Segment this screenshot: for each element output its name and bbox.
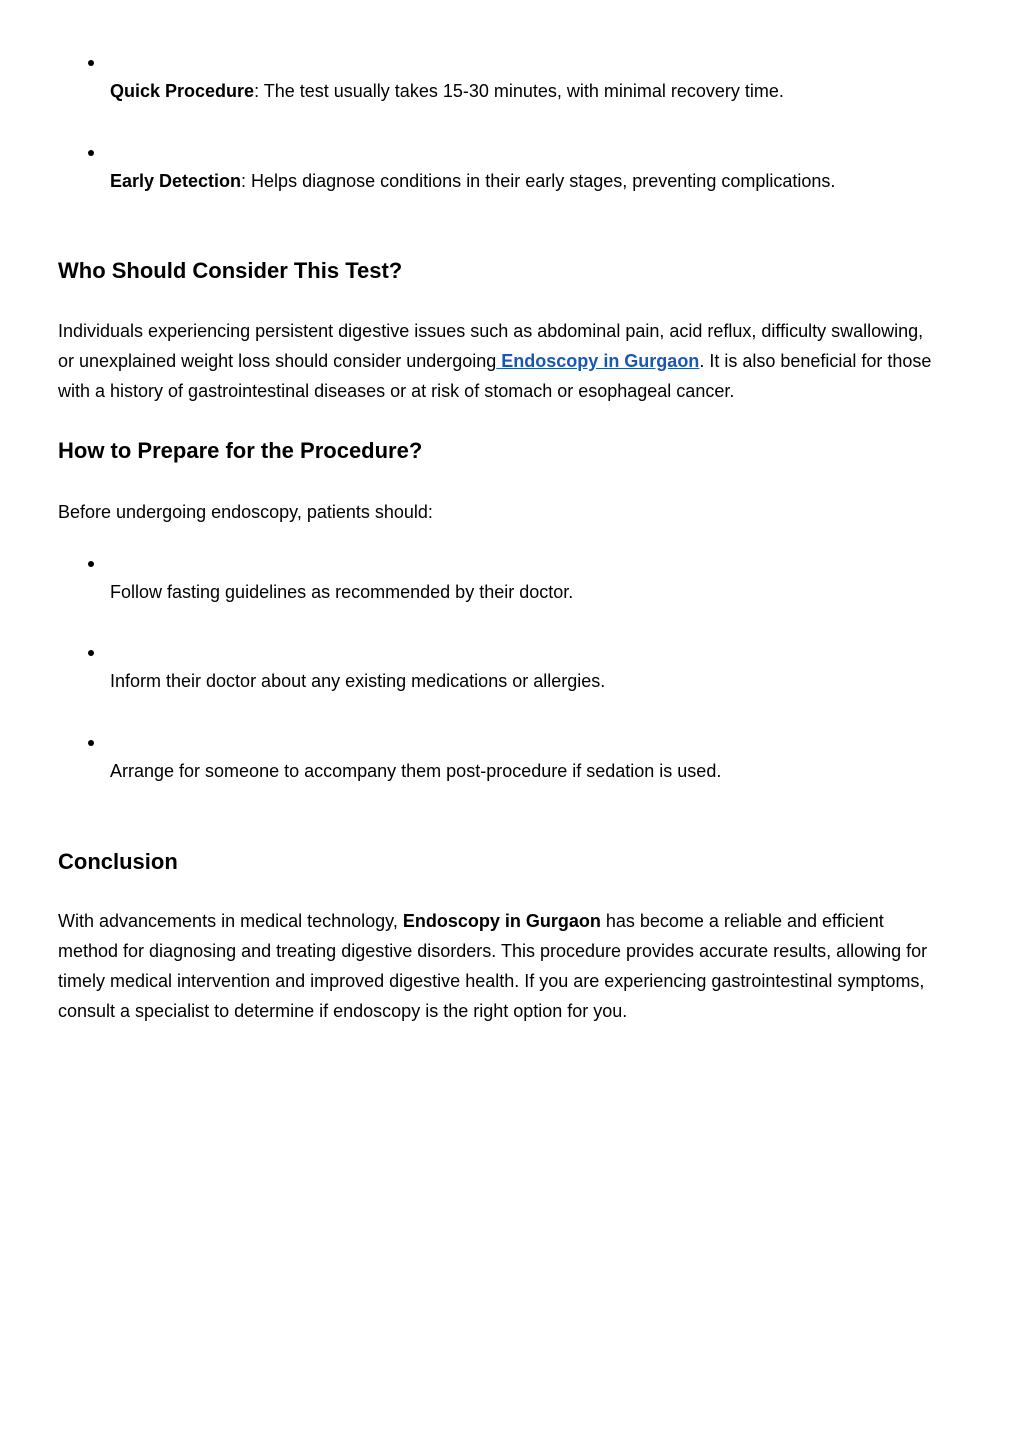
benefit-description: : Helps diagnose conditions in their early stages, preventing complications.: [241, 171, 836, 191]
emphasis-text: Endoscopy in Gurgaon: [402, 911, 601, 931]
endoscopy-gurgaon-link[interactable]: Endoscopy in Gurgaon: [496, 351, 700, 371]
benefit-text: [110, 79, 784, 103]
prepare-item-text: Inform their doctor about any existing medications or allergies.: [110, 671, 606, 691]
benefit-term: Early Detection: [110, 171, 242, 191]
prepare-item-text: Follow fasting guidelines as recommended by their doctor.: [110, 582, 574, 602]
conclusion-heading: Conclusion: [58, 849, 178, 874]
paragraph-text: With advancements in medical technology,: [58, 911, 403, 931]
benefit-text: [110, 169, 835, 193]
paragraph-text: . It is also beneficial for those: [699, 351, 932, 371]
bullet-dot: [88, 150, 94, 156]
paragraph-line: timely medical intervention and improved digestive health. If you are experiencing gastrointestinal symptoms,: [58, 971, 925, 991]
paragraph-line: Before undergoing endoscopy, patients should:: [58, 502, 433, 522]
bullet-dot: [88, 740, 94, 746]
prepare-intro: [58, 497, 970, 527]
paragraph-line: [58, 906, 970, 936]
bullet-dot: [88, 561, 94, 567]
paragraph-text: has become a reliable and efficient: [600, 911, 884, 931]
bullet-dot: [88, 60, 94, 66]
bullet-dot: [88, 650, 94, 656]
benefit-description: : The test usually takes 15-30 minutes, with minimal recovery time.: [254, 81, 784, 101]
prepare-item-text: Arrange for someone to accompany them post-procedure if sedation is used.: [110, 761, 722, 781]
who-section-paragraph: [58, 316, 970, 406]
paragraph-line: method for diagnosing and treating digestive disorders. This procedure provides accurate results, allowing for: [58, 941, 928, 961]
paragraph-line: Individuals experiencing persistent digestive issues such as abdominal pain, acid reflux, difficulty swallowing,: [58, 321, 924, 341]
paragraph-line: [58, 346, 970, 376]
paragraph-line: consult a specialist to determine if endoscopy is the right option for you.: [58, 1001, 628, 1021]
conclusion-paragraph: [58, 906, 970, 1026]
who-section-heading: Who Should Consider This Test?: [58, 258, 403, 283]
benefit-term: Quick Procedure: [110, 81, 255, 101]
prepare-section-heading: How to Prepare for the Procedure?: [58, 438, 423, 463]
paragraph-text: or unexplained weight loss should consider undergoing: [58, 351, 497, 371]
paragraph-line: with a history of gastrointestinal diseases or at risk of stomach or esophageal cancer.: [58, 381, 735, 401]
